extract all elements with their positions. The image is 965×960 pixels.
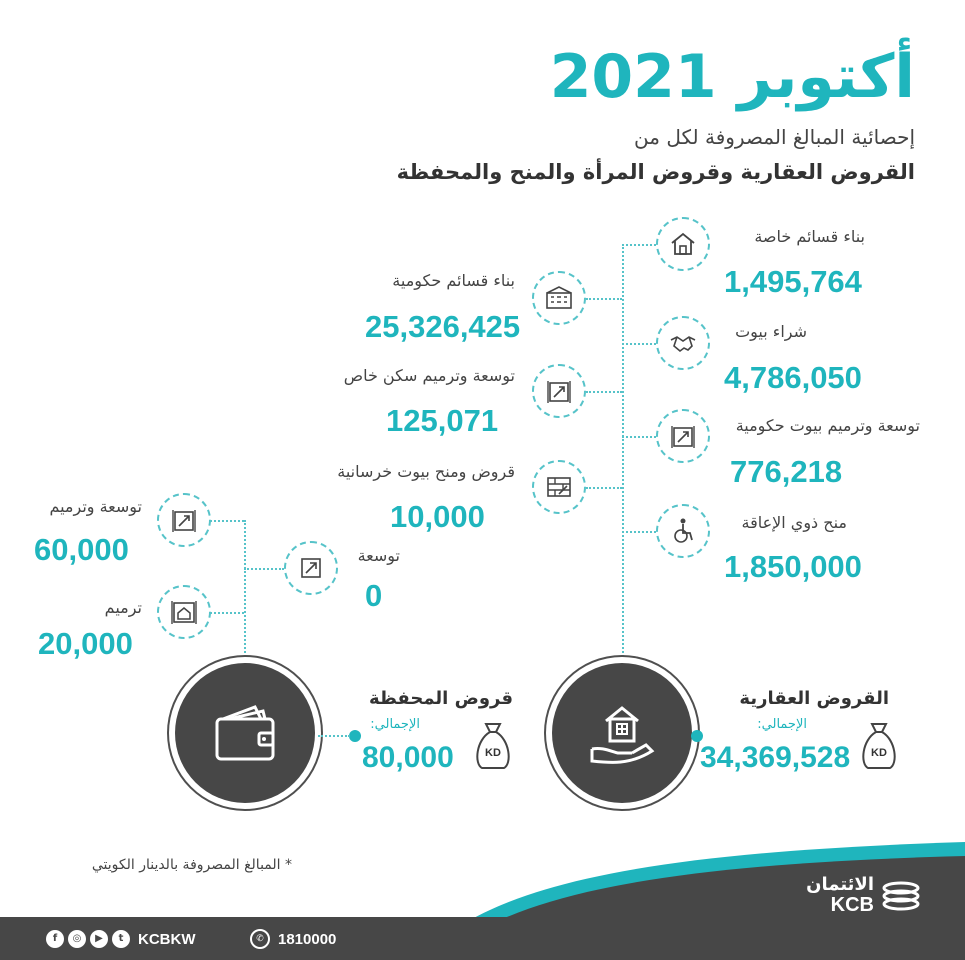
- instagram-icon[interactable]: ◎: [68, 930, 86, 948]
- phone-contact: [250, 929, 336, 949]
- connector: [622, 436, 656, 438]
- expand-arrow-icon: [284, 541, 338, 595]
- blueprint-icon: [532, 364, 586, 418]
- item-label: بناء قسائم خاصة: [754, 227, 865, 246]
- handshake-icon: [656, 316, 710, 370]
- item-label: قروض ومنح بيوت خرسانية: [337, 462, 515, 481]
- item-label: توسعة وترميم: [49, 497, 142, 516]
- footer-bar: [0, 917, 965, 960]
- blueprint-icon: [656, 409, 710, 463]
- subtitle-line-2: القروض العقارية وقروض المرأة والمنح والمحفظة: [396, 160, 915, 184]
- currency-badge: KD: [485, 747, 501, 759]
- house-plan-icon: [157, 585, 211, 639]
- page-title: أكتوبر 2021: [549, 42, 915, 112]
- real-estate-circle: [552, 663, 692, 803]
- social-links: [46, 930, 196, 948]
- item-value: 1,850,000: [724, 549, 862, 584]
- item-label: ترميم: [104, 598, 142, 617]
- connector: [244, 568, 284, 570]
- item-value: 60,000: [34, 532, 129, 567]
- item-value: 20,000: [38, 626, 133, 661]
- building-icon: [532, 271, 586, 325]
- construction-icon: [532, 460, 586, 514]
- house-in-hand-icon: [580, 691, 664, 775]
- social-handle[interactable]: KCBKW: [138, 930, 196, 948]
- connector: [622, 343, 656, 345]
- wheelchair-icon: [656, 504, 710, 558]
- portfolio-circle: [175, 663, 315, 803]
- portfolio-title: قروض المحفظة: [368, 688, 513, 709]
- item-label: بناء قسائم حكومية: [392, 271, 515, 290]
- blueprint-icon: [157, 493, 211, 547]
- connector: [210, 612, 244, 614]
- wallet-icon: [203, 691, 287, 775]
- phone-number[interactable]: 1810000: [278, 930, 337, 948]
- item-value: 4,786,050: [724, 360, 862, 395]
- connector: [586, 391, 622, 393]
- connector: [586, 487, 622, 489]
- brand-arabic: الائتمان: [806, 874, 874, 895]
- connector: [318, 735, 350, 737]
- real-estate-total-value: 34,369,528: [700, 741, 851, 774]
- facebook-icon[interactable]: f: [46, 930, 64, 948]
- footnote-marker: *: [285, 857, 292, 873]
- money-bag-icon: [856, 718, 902, 776]
- left-tree-trunk: [244, 520, 246, 665]
- portfolio-total-label: الإجمالي:: [370, 717, 420, 732]
- subtitle-line-1: إحصائية المبالغ المصروفة لكل من: [634, 125, 915, 149]
- item-label: توسعة وترميم بيوت حكومية: [735, 416, 920, 435]
- right-tree-trunk: [622, 244, 624, 664]
- item-label: منح ذوي الإعاقة: [741, 513, 847, 532]
- brand-latin: KCB: [830, 894, 874, 916]
- money-bag-icon: [470, 718, 516, 776]
- item-value: 125,071: [386, 403, 499, 438]
- item-label: توسعة وترميم سكن خاص: [343, 366, 515, 385]
- real-estate-total-label: الإجمالي:: [757, 717, 807, 732]
- connector: [622, 531, 656, 533]
- kcb-logo: [792, 874, 922, 916]
- item-value: 10,000: [390, 499, 485, 534]
- house-icon: [656, 217, 710, 271]
- item-label: توسعة: [357, 546, 400, 565]
- footnote-text: المبالغ المصروفة بالدينار الكويتي: [91, 857, 281, 873]
- connector: [622, 244, 656, 246]
- youtube-icon[interactable]: ▶: [90, 930, 108, 948]
- whatsapp-icon[interactable]: ✆: [250, 929, 270, 949]
- item-value: 25,326,425: [365, 309, 521, 344]
- kcb-emblem-icon: [880, 880, 922, 912]
- currency-badge: KD: [871, 747, 887, 759]
- item-value: 0: [365, 578, 383, 613]
- real-estate-title: القروض العقارية: [739, 688, 889, 709]
- portfolio-total-value: 80,000: [362, 741, 454, 774]
- connector: [586, 298, 622, 300]
- item-value: 1,495,764: [724, 264, 862, 299]
- item-label: شراء بيوت: [735, 322, 807, 341]
- connector-dot: [349, 730, 361, 742]
- connector: [210, 520, 244, 522]
- item-value: 776,218: [730, 454, 843, 489]
- twitter-icon[interactable]: t: [112, 930, 130, 948]
